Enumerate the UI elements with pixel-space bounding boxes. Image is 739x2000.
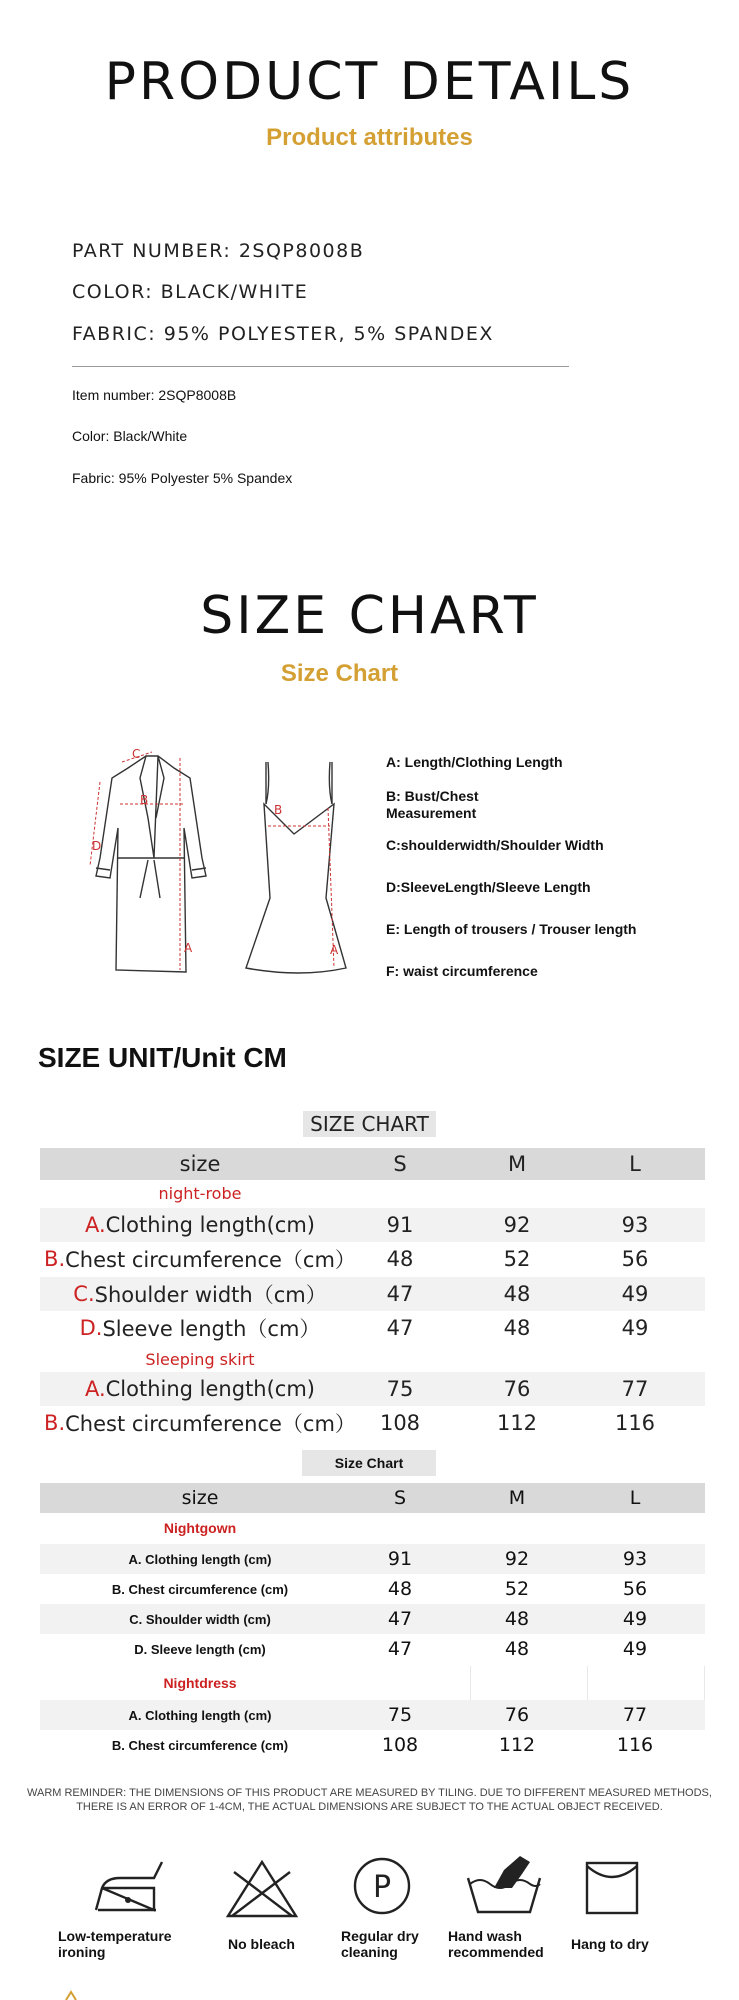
table-row: [40, 1242, 705, 1276]
part-number-attr: PART NUMBER: 2SQP8008B: [72, 240, 365, 262]
row-letter: C.: [73, 1282, 95, 1306]
cell-l: 56: [622, 1578, 648, 1600]
label-b: B: [140, 793, 149, 807]
cell-s: 47: [387, 1638, 413, 1660]
header-s: S: [393, 1152, 407, 1176]
slip-measure-lines: [268, 808, 334, 968]
table-row: [40, 1544, 705, 1574]
cell-s: 75: [387, 1704, 413, 1726]
row-label: Clothing length(cm): [105, 1377, 316, 1401]
row-label: A. Clothing length (cm): [128, 1551, 272, 1567]
label-a: A: [184, 941, 193, 955]
svg-text:P: P: [372, 1870, 392, 1905]
size-unit-title: SIZE UNIT/Unit CM: [38, 1042, 287, 1073]
row-label: Clothing length(cm): [105, 1213, 316, 1237]
header-l: L: [629, 1152, 641, 1176]
row-label: B. Chest circumference (cm): [111, 1737, 289, 1753]
table-row: [40, 1277, 705, 1311]
table-row: [40, 1700, 705, 1730]
header-m: M: [508, 1487, 526, 1509]
size-chart-subtitle: Size Chart: [280, 660, 399, 687]
care-label-bleach: No bleach: [228, 1936, 295, 1952]
header-s: S: [393, 1487, 407, 1509]
cell-l: 49: [622, 1638, 648, 1660]
slip-label-a: A: [330, 943, 339, 957]
table-row: [40, 1406, 705, 1440]
cell-s: 91: [386, 1213, 414, 1237]
cell-l: 77: [622, 1704, 648, 1726]
cell-m: 76: [503, 1377, 531, 1401]
cell-m: 52: [503, 1247, 531, 1271]
cell-m: 48: [504, 1608, 530, 1630]
row-letter: A.: [84, 1213, 106, 1237]
cell-l: 49: [621, 1282, 649, 1306]
hang-dry-icon: [584, 1860, 640, 1916]
iron-low-temp-icon: [92, 1858, 172, 1918]
row-letter: B.: [44, 1411, 66, 1435]
table2-section-row: [40, 1514, 705, 1542]
table1-header-row: [40, 1148, 705, 1180]
label-c: C: [132, 748, 141, 761]
cell-m: 48: [503, 1316, 531, 1340]
section-nightgown: Nightgown: [163, 1520, 237, 1536]
color-attr: COLOR: BLACK/WHITE: [72, 281, 309, 303]
decorative-mark: [64, 1990, 78, 2000]
table1-section-row: [40, 1180, 705, 1206]
table-row: [40, 1730, 705, 1760]
hand-wash-icon: [464, 1852, 544, 1918]
care-label-handwash: Hand wash recommended: [448, 1928, 544, 1960]
item-number-text: Item number: 2SQP8008B: [72, 387, 237, 403]
table1-section-row: [40, 1346, 705, 1372]
cell-m: 48: [503, 1282, 531, 1306]
robe-measure-lines: [90, 752, 184, 970]
size-chart-title: SIZE CHART: [200, 586, 539, 646]
cell-l: 116: [614, 1411, 656, 1435]
warm-reminder: WARM REMINDER: THE DIMENSIONS OF THIS PRODUCT ARE MEASURED BY TILING. DUE TO DIFFERENT MEASURED METHODS, THERE IS AN ERROR OF 1-4CM, THE ACTUAL DIMENSIONS ARE SUBJECT TO THE ACTUAL OBJECT RECEIVED.: [27, 1787, 712, 1813]
cell-s: 91: [387, 1548, 413, 1570]
cell-s: 75: [386, 1377, 414, 1401]
row-label: D. Sleeve length (cm): [134, 1641, 266, 1657]
cell-s: 48: [387, 1578, 413, 1600]
cell-m: 48: [504, 1638, 530, 1660]
cell-l: 49: [622, 1608, 648, 1630]
table2-section-row: [40, 1666, 705, 1700]
row-label: Chest circumference（cm）: [65, 1412, 356, 1436]
cell-m: 92: [503, 1213, 531, 1237]
table2-caption: Size Chart: [302, 1450, 436, 1476]
table1-caption: SIZE CHART: [303, 1111, 436, 1137]
section-night-robe: night-robe: [158, 1183, 242, 1203]
table-row: [40, 1574, 705, 1604]
grid-line: [470, 1666, 471, 1700]
grid-line: [587, 1666, 588, 1700]
cell-l: 116: [616, 1734, 654, 1756]
row-label: B. Chest circumference (cm): [111, 1581, 289, 1597]
grid-line: [704, 1666, 705, 1700]
row-label: A. Clothing length (cm): [128, 1707, 272, 1723]
cell-m: 112: [496, 1411, 538, 1435]
label-d: D: [92, 839, 102, 853]
header-l: L: [629, 1487, 641, 1509]
fabric-text: Fabric: 95% Polyester 5% Spandex: [72, 470, 293, 486]
cell-l: 49: [621, 1316, 649, 1340]
cell-m: 92: [504, 1548, 530, 1570]
row-letter: A.: [84, 1377, 106, 1401]
care-label-hangdry: Hang to dry: [571, 1936, 649, 1952]
legend-d: D:SleeveLength/Sleeve Length: [386, 879, 591, 895]
row-letter: D.: [79, 1316, 103, 1340]
row-label: C. Shoulder width (cm): [129, 1611, 271, 1627]
no-bleach-icon: [224, 1858, 300, 1920]
cell-m: 52: [504, 1578, 530, 1600]
legend-a: A: Length/Clothing Length: [386, 754, 563, 770]
cell-m: 76: [504, 1704, 530, 1726]
header-size: size: [181, 1487, 219, 1509]
divider: [72, 366, 569, 367]
cell-s: 47: [387, 1608, 413, 1630]
table-row: [40, 1311, 705, 1345]
product-details-title: PRODUCT DETAILS: [104, 52, 635, 112]
row-label: Chest circumference（cm）: [65, 1248, 356, 1272]
color-text: Color: Black/White: [72, 428, 188, 444]
cell-m: 112: [498, 1734, 536, 1756]
cell-l: 93: [621, 1213, 649, 1237]
slip-label-b: B: [274, 803, 283, 817]
cell-s: 48: [386, 1247, 414, 1271]
header-size: size: [179, 1152, 221, 1176]
care-label-dryclean: Regular dry cleaning: [341, 1928, 419, 1960]
table2-header-row: [40, 1483, 705, 1513]
cell-l: 93: [622, 1548, 648, 1570]
cell-s: 108: [379, 1411, 421, 1435]
section-sleeping-skirt: Sleeping skirt: [145, 1349, 255, 1369]
row-label: Shoulder width（cm）: [94, 1283, 327, 1307]
cell-s: 108: [381, 1734, 419, 1756]
legend-f: F: waist circumference: [386, 963, 538, 979]
section-nightdress: Nightdress: [163, 1675, 237, 1691]
table-row: [40, 1634, 705, 1664]
legend-c: C:shoulderwidth/Shoulder Width: [386, 837, 604, 853]
cell-s: 47: [386, 1282, 414, 1306]
header-m: M: [507, 1152, 527, 1176]
care-label-iron: Low-temperature ironing: [58, 1928, 172, 1960]
table-row: [40, 1208, 705, 1242]
cell-l: 77: [621, 1377, 649, 1401]
table-row: [40, 1372, 705, 1406]
legend-e: E: Length of trousers / Trouser length: [386, 921, 637, 937]
row-label: Sleeve length（cm）: [102, 1317, 321, 1341]
cell-l: 56: [621, 1247, 649, 1271]
table-row: [40, 1604, 705, 1634]
dry-clean-icon: [352, 1856, 412, 1916]
product-details-subtitle: Product attributes: [266, 124, 473, 151]
garment-diagram: [88, 748, 368, 980]
cell-s: 47: [386, 1316, 414, 1340]
robe-illustration: [96, 756, 206, 972]
fabric-attr: FABRIC: 95% POLYESTER, 5% SPANDEX: [72, 323, 494, 345]
legend-b: B: Bust/Chest Measurement: [386, 788, 479, 821]
row-letter: B.: [44, 1247, 66, 1271]
slip-dress-illustration: [246, 762, 346, 973]
